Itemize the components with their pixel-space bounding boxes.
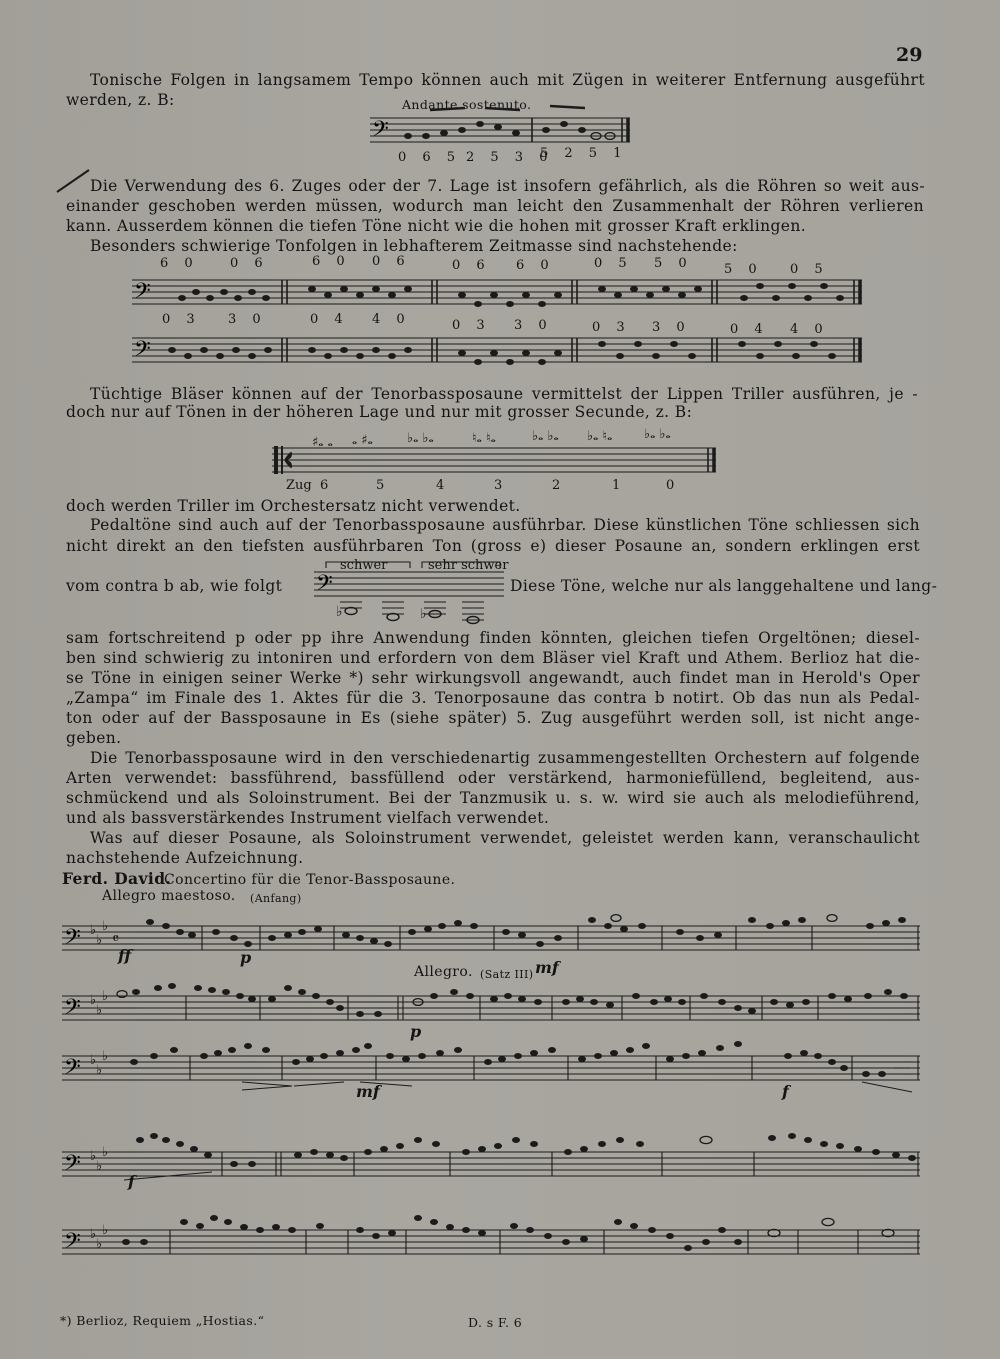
fingering: 0 3 — [452, 318, 491, 333]
svg-text:♯𝅝 𝅝: ♯𝅝 𝅝 — [312, 435, 333, 450]
fingering: 3 0 — [652, 320, 691, 335]
svg-text:♭𝅝 ♭𝅝: ♭𝅝 ♭𝅝 — [407, 431, 434, 446]
para4-line-2: Pedaltöne sind auch auf der Tenorbassposaune ausführbar. Diese künstlichen Töne schliessen sich — [90, 516, 920, 534]
para6-line-5: Was auf dieser Posaune, als Soloinstrument verwendet, geleistet werden kann, veranschaulicht — [90, 829, 920, 847]
fingering: 5 0 — [654, 256, 693, 271]
example3-position: 2 — [552, 478, 561, 493]
svg-text:𝄢: 𝄢 — [64, 995, 81, 1025]
example1-tempo: Andante sostenuto. — [402, 97, 532, 112]
example2-staff-2 — [132, 334, 864, 368]
para5-line-5: ton oder auf der Bassposaune in Es (siehe später) 5. Zug ausgeführt werden soll, ist nicht ange- — [66, 709, 920, 727]
tempo-allegro: Allegro. — [414, 964, 473, 980]
fingering: 3 0 — [228, 312, 267, 327]
example1-fingering-c: 5 2 5 1 — [540, 146, 628, 161]
pencil-mark — [55, 166, 95, 196]
para5-line-6: geben. — [66, 729, 122, 747]
svg-text:♭: ♭ — [90, 1227, 97, 1242]
svg-text:𝄢: 𝄢 — [64, 1229, 81, 1259]
intro-line-2: werden, z. B: — [66, 91, 175, 109]
svg-text:♭𝅝 ♭𝅝: ♭𝅝 ♭𝅝 — [644, 427, 671, 442]
svg-text:♭: ♭ — [90, 1149, 97, 1164]
example3-staff — [272, 427, 718, 478]
svg-text:♭: ♭ — [96, 1237, 103, 1252]
svg-text:𝄢: 𝄢 — [64, 925, 81, 955]
svg-text:♭: ♭ — [336, 604, 343, 620]
tempo-allegro-maestoso: Allegro maestoso. — [102, 888, 236, 904]
para4-line-4-right: Diese Töne, welche nur als langgehaltene und lang- — [510, 577, 938, 595]
para4-line-3: nicht direkt an den tiefsten ausführbaren Ton (gross e) dieser Posaune an, sondern erklingen erst — [66, 537, 920, 555]
svg-text:𝄢: 𝄢 — [316, 571, 333, 601]
para6-line-1: Die Tenorbassposaune wird in den verschiedenartig zusammengestellten Orchestern auf folgende — [90, 749, 920, 767]
concertino-staff-5 — [62, 1223, 922, 1266]
svg-text:𝅝 ♯𝅝: 𝅝 ♯𝅝 — [352, 433, 373, 448]
svg-text:♭: ♭ — [96, 933, 103, 948]
example2-staff-1 — [132, 276, 864, 310]
example1-fingering-a: 0 6 5 — [398, 150, 462, 165]
para5-line-1: sam fortschreitend p oder pp ihre Anwendung finden könnten, gleichen tiefen Orgeltönen; diesel- — [66, 629, 920, 647]
para6-line-3: schmückend und als Soloinstrument. Bei der Tanzmusik u. s. w. wird sie auch als melodieführend, — [66, 789, 920, 807]
dynamic-f-2: f — [128, 1172, 135, 1191]
fingering: 4 0 — [790, 322, 829, 337]
svg-text:♭: ♭ — [102, 1049, 109, 1064]
fingering: 0 4 — [310, 312, 349, 327]
para6-line-4: und als bassverstärkendes Instrument vielfach verwendet. — [66, 809, 550, 827]
intro-line-1: Tonische Folgen in langsamem Tempo können auch mit Zügen in weiterer Entfernung ausgeführt — [90, 71, 925, 89]
svg-text:𝄢: 𝄢 — [64, 1151, 81, 1181]
para6-line-6: nachstehende Aufzeichnung. — [66, 849, 304, 867]
plate-number: D. s F. 6 — [468, 1315, 523, 1330]
dynamic-mf-2: mf — [356, 1082, 380, 1101]
dynamic-f: f — [782, 1082, 789, 1101]
para6-line-2: Arten verwendet: bassführend, bassfüllend oder verstärkend, harmoniefüllend, begleitend, aus- — [66, 769, 920, 787]
fingering: 6 0 — [312, 254, 351, 269]
para3-line-2: doch nur auf Tönen in der höheren Lage und nur mit grosser Secunde, z. B: — [66, 403, 693, 421]
para5-line-2: ben sind schwierig zu intoniren und erfordern von dem Bläser viel Kraft und Athem. Berlioz hat die- — [66, 649, 920, 667]
svg-text:♭: ♭ — [96, 1063, 103, 1078]
bracket-label-sehr-schwer: sehr schwer — [428, 558, 509, 573]
svg-text:♭: ♭ — [90, 1053, 97, 1068]
para3-line-1: Tüchtige Bläser können auf der Tenorbassposaune vermittelst der Lippen Triller ausführen, je - — [90, 385, 918, 403]
svg-text:♭: ♭ — [90, 993, 97, 1008]
example3-label: Zug — [286, 478, 312, 493]
svg-text:𝄢: 𝄢 — [64, 1055, 81, 1085]
svg-text:♮𝅝 ♮𝅝: ♮𝅝 ♮𝅝 — [472, 431, 496, 446]
para2-line-2: einander geschoben werden müssen, wodurch man leicht den Zusammenhalt der Röhren verlieren — [66, 197, 924, 215]
para4-line-4-left: vom contra b ab, wie folgt — [66, 577, 283, 595]
example3-position: 0 — [666, 478, 675, 493]
example3-position: 4 — [436, 478, 445, 493]
bracket-label-schwer: schwer — [340, 558, 388, 573]
dynamic-p: p — [240, 948, 252, 967]
fingering: 0 3 — [592, 320, 631, 335]
para5-line-3: se Töne in einigen seiner Werke *) sehr wirkungsvoll angewandt, auch findet man in Herold's Oper — [66, 669, 920, 687]
fingering: 6 0 — [160, 256, 199, 271]
tempo-note-satz-iii: (Satz III) — [480, 968, 534, 981]
svg-text:♭𝅝 ♭𝅝: ♭𝅝 ♭𝅝 — [532, 429, 559, 444]
para5-line-4: „Zampa“ im Finale des 1. Aktes für die 3. Tenorposaune das contra b notirt. Ob das nun als Pedal- — [66, 689, 920, 707]
concertino-title: Concertino für die Tenor-Bassposaune. — [164, 872, 456, 888]
fingering: 5 0 — [724, 262, 763, 277]
fingering: 0 5 — [790, 262, 829, 277]
fingering: 0 6 — [372, 254, 411, 269]
pedal-tones-staff — [314, 556, 509, 626]
fingering: 0 6 — [452, 258, 491, 273]
svg-text:𝄢: 𝄢 — [372, 117, 389, 147]
fingering: 3 0 — [514, 318, 553, 333]
concertino-staff-4 — [62, 1145, 922, 1188]
example1-staff — [370, 114, 632, 148]
svg-text:♭: ♭ — [102, 989, 109, 1004]
para2-line-4: Besonders schwierige Tonfolgen in lebhafterem Zeitmasse sind nachstehende: — [90, 237, 738, 255]
svg-text:♭: ♭ — [102, 1223, 109, 1238]
concertino-staff-2 — [62, 989, 922, 1032]
concertino-staff-1 — [62, 919, 922, 962]
svg-text:♭: ♭ — [96, 1159, 103, 1174]
composer-name: Ferd. David. — [62, 869, 172, 888]
svg-text:𝄴: 𝄴 — [112, 929, 120, 948]
tempo-note-anfang: (Anfang) — [250, 892, 302, 905]
svg-text:𝄢: 𝄢 — [134, 279, 151, 309]
para2-line-3: kann. Ausserdem können die tiefen Töne nicht wie die hohen mit grosser Kraft erklingen. — [66, 217, 807, 235]
svg-text:♭: ♭ — [96, 1003, 103, 1018]
example1-fingering-b: 2 5 3 0 — [466, 150, 554, 165]
concertino-staff-3 — [62, 1049, 922, 1092]
fingering: 0 5 — [594, 256, 633, 271]
svg-text:♭: ♭ — [102, 919, 109, 934]
fingering: 0 4 — [730, 322, 769, 337]
fingering: 0 6 — [230, 256, 269, 271]
svg-text:𝄢: 𝄢 — [134, 337, 151, 367]
para4-line-1: doch werden Triller im Orchestersatz nicht verwendet. — [66, 497, 521, 515]
fingering: 6 0 — [516, 258, 555, 273]
footnote: *) Berlioz, Requiem „Hostias.“ — [60, 1313, 265, 1328]
svg-text:♭𝅝 ♮𝅝: ♭𝅝 ♮𝅝 — [587, 429, 613, 444]
fingering: 0 3 — [162, 312, 201, 327]
svg-text:♭: ♭ — [420, 606, 427, 622]
dynamic-p-2: p — [410, 1022, 422, 1041]
fingering: 4 0 — [372, 312, 411, 327]
example3-position: 1 — [612, 478, 621, 493]
example3-position: 6 — [320, 478, 329, 493]
page-number: 29 — [896, 44, 923, 66]
svg-text:♭: ♭ — [90, 923, 97, 938]
dynamic-ff: ff — [118, 946, 132, 965]
dynamic-mf: mf — [535, 958, 559, 977]
example3-position: 5 — [376, 478, 385, 493]
svg-text:♭: ♭ — [102, 1145, 109, 1160]
para2-line-1: Die Verwendung des 6. Zuges oder der 7. Lage ist insofern gefährlich, als die Röhren so weit aus- — [90, 177, 925, 195]
example3-position: 3 — [494, 478, 503, 493]
